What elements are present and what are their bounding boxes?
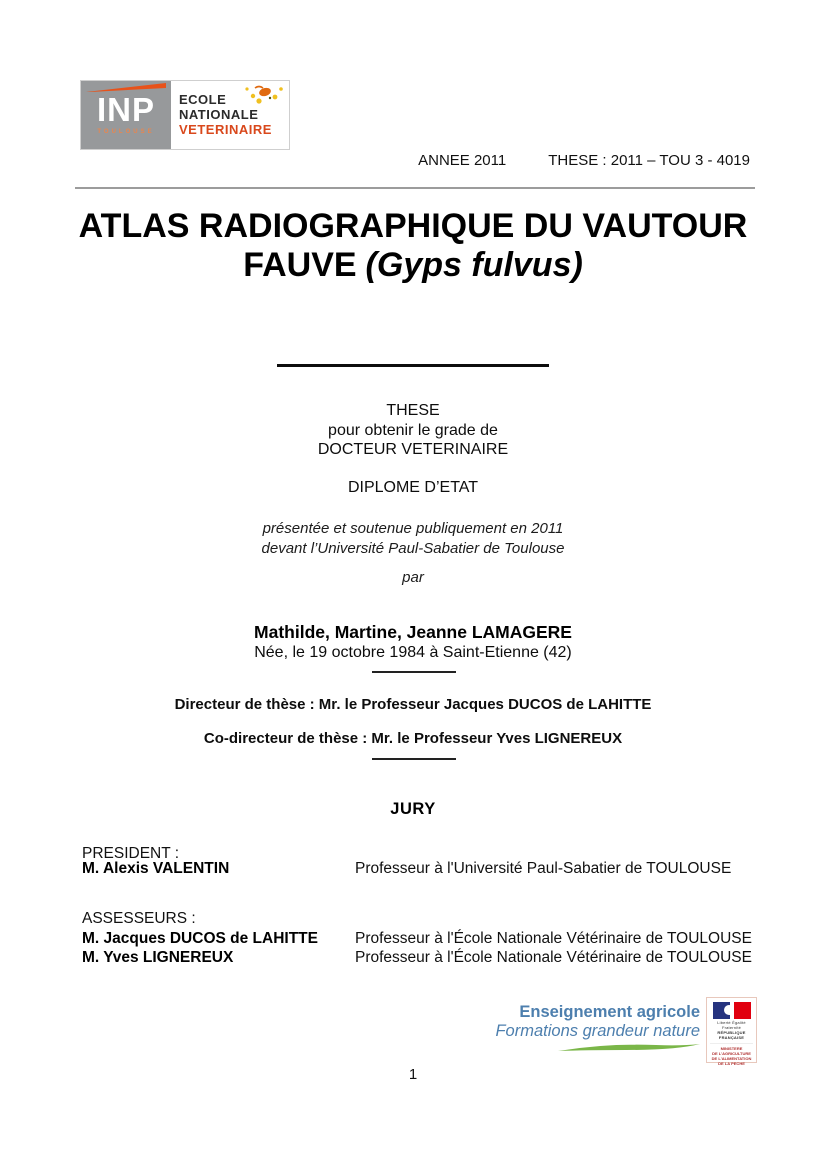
title-line2 [0, 246, 826, 285]
header-reference-line [418, 152, 750, 169]
title-separator-bar [277, 364, 549, 367]
school-name-line2: NATIONALE [179, 107, 259, 122]
green-swoosh-icon [556, 1042, 702, 1054]
president-label: PRESIDENT : [82, 845, 180, 862]
assesseur-1-title: Professeur à l'École Nationale Vétérinaire de TOULOUSE [355, 930, 752, 947]
french-ministry-logo [706, 997, 757, 1066]
enseignement-agricole-logo [400, 1003, 700, 1041]
french-flag-icon [713, 1002, 751, 1019]
assesseur-1-name: M. Jacques DUCOS de LAHITTE [82, 930, 318, 947]
these-reference: THESE : 2011 – TOU 3 - 4019 [548, 152, 750, 169]
page-title [0, 207, 826, 285]
ministry-line2: DE L'AGRICULTURE [712, 1051, 751, 1056]
ens-agricole-line2: Formations grandeur nature [495, 1022, 700, 1040]
these-label: THESE [386, 402, 440, 419]
inp-city-label: TOULOUSE [97, 129, 155, 135]
underscore-divider-2 [372, 758, 456, 760]
grade-line: pour obtenir le grade de [328, 421, 498, 439]
inp-logo-left-panel [81, 81, 171, 149]
diplome-line: DIPLOME D’ETAT [347, 479, 479, 496]
ens-agricole-line1: Enseignement agricole [519, 1003, 700, 1021]
par-label: par [402, 569, 424, 586]
jury-heading: JURY [390, 800, 436, 818]
header-rule [75, 187, 755, 189]
underscore-divider-1 [372, 671, 456, 673]
ministry-line4: DE LA PECHE [718, 1061, 745, 1066]
title-line1: ATLAS RADIOGRAPHIQUE DU VAUTOUR [78, 207, 748, 245]
degree-block [0, 401, 826, 460]
inp-logo-right-panel [171, 81, 289, 149]
assesseur-2-name: M. Yves LIGNEREUX [82, 949, 234, 966]
school-name-line3: VETERINAIRE [179, 122, 272, 137]
republic-name: RÉPUBLIQUE FRANÇAISE [717, 1030, 746, 1040]
candidate-name: Mathilde, Martine, Jeanne LAMAGERE [254, 622, 572, 642]
president-title: Professeur à l'Université Paul-Sabatier de TOULOUSE [355, 860, 732, 877]
ministry-name-block [710, 1043, 753, 1066]
presentation-line2: devant l’Université Paul-Sabatier de Toulouse [261, 540, 565, 557]
candidate-birth: Née, le 19 octobre 1984 à Saint-Etienne (42) [254, 644, 572, 661]
flag-red-band [734, 1002, 751, 1019]
title-species-italic: (Gyps fulvus) [365, 246, 583, 284]
republic-motto: Liberté Égalité Fraternité [717, 1020, 746, 1030]
flag-blue-band [713, 1002, 730, 1019]
title-line2-main: FAUVE [243, 246, 357, 284]
assesseurs-label: ASSESSEURS : [82, 910, 196, 927]
president-name: M. Alexis VALENTIN [82, 860, 230, 877]
codirector-line: Co-directeur de thèse : Mr. le Professeur Yves LIGNEREUX [203, 730, 623, 747]
director-line: Directeur de thèse : Mr. le Professeur Jacques DUCOS de LAHITTE [174, 696, 652, 713]
envt-emblem-icon [235, 84, 287, 114]
annee-label: ANNEE 2011 [418, 152, 507, 169]
ministry-line1: MINISTERE [720, 1046, 743, 1051]
inp-envt-logo [80, 80, 290, 150]
presentation-line1: présentée et soutenue publiquement en 2011 [262, 520, 564, 537]
doctor-line: DOCTEUR VETERINAIRE [317, 441, 509, 458]
assesseur-2-title: Professeur à l'École Nationale Vétérinaire de TOULOUSE [355, 949, 752, 966]
presentation-block [0, 519, 826, 559]
school-name-line1: ECOLE [179, 92, 227, 107]
page-number: 1 [408, 1066, 418, 1083]
ministry-line3: DE L'ALIMENTATION [711, 1056, 752, 1061]
inp-acronym: INP [96, 91, 155, 128]
